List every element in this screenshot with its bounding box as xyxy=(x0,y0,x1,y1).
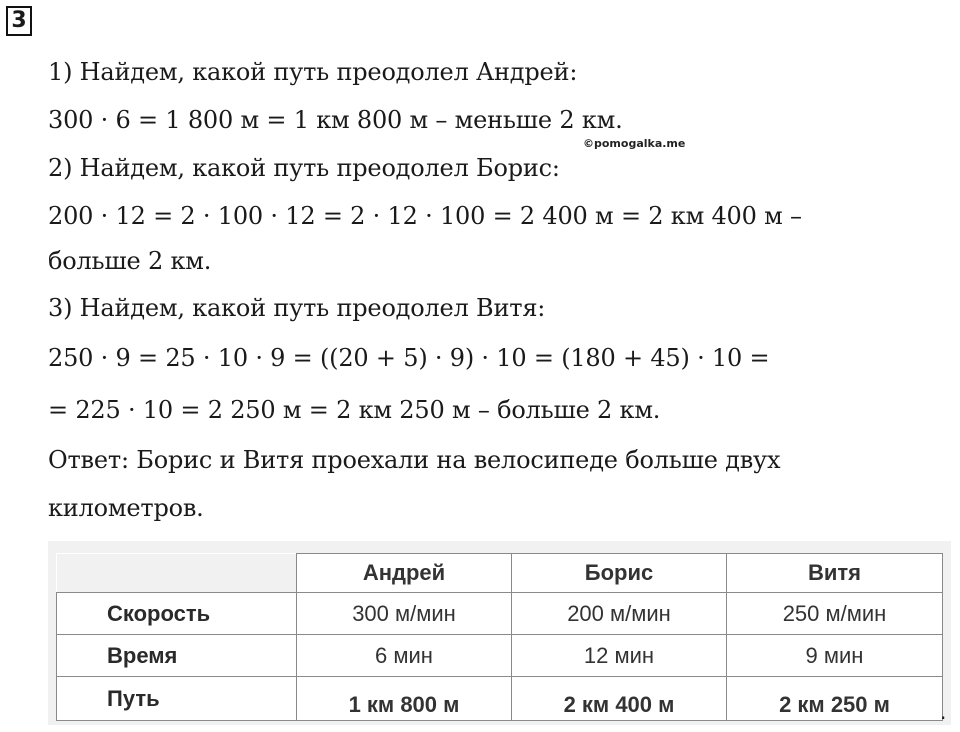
table-cell: 200 м/мин xyxy=(512,593,727,635)
table-header-row xyxy=(57,554,943,593)
table-cell: 12 мин xyxy=(512,635,727,677)
solution-line-2: 300 · 6 = 1 800 м = 1 км 800 м – меньше 2 км. xyxy=(48,106,623,134)
row-label-speed: Скорость xyxy=(57,593,297,635)
row-label-distance: Путь xyxy=(57,677,297,721)
column-header-andrey: Андрей xyxy=(297,554,512,593)
answer-line-1: Ответ: Борис и Витя проехали на велосипеде больше двух xyxy=(48,446,781,474)
row-label-time: Время xyxy=(57,635,297,677)
table-cell: 2 км 400 м xyxy=(512,677,727,721)
table-cell: 2 км 250 м xyxy=(727,677,943,721)
solution-line-3: 2) Найдем, какой путь преодолел Борис: xyxy=(48,154,560,182)
table-row-speed xyxy=(57,593,943,635)
solution-line-7: 250 · 9 = 25 · 10 · 9 = ((20 + 5) · 9) · 10 = (180 + 45) · 10 = xyxy=(48,344,770,372)
table-cell: 9 мин xyxy=(727,635,943,677)
table-cell: 300 м/мин xyxy=(297,593,512,635)
solution-line-8: = 225 · 10 = 2 250 м = 2 км 250 м – больше 2 км. xyxy=(48,396,661,424)
watermark: ©pomogalka.me xyxy=(583,137,686,150)
column-header-boris: Борис xyxy=(512,554,727,593)
solution-line-6: 3) Найдем, какой путь преодолел Витя: xyxy=(48,294,546,322)
column-header-vitya: Витя xyxy=(727,554,943,593)
table-cell: 250 м/мин xyxy=(727,593,943,635)
table-row-distance xyxy=(57,677,943,721)
table-corner-cell xyxy=(57,554,297,593)
solution-line-1: 1) Найдем, какой путь преодолел Андрей: xyxy=(48,58,578,86)
summary-table-panel xyxy=(48,541,951,725)
table-cell: 1 км 800 м xyxy=(297,677,512,721)
solution-line-5: больше 2 км. xyxy=(48,247,212,275)
table-row-time xyxy=(57,635,943,677)
answer-line-2: километров. xyxy=(48,494,204,522)
task-number-badge: 3 xyxy=(6,6,32,36)
summary-table xyxy=(56,553,943,721)
table-cell: 6 мин xyxy=(297,635,512,677)
trailing-period: . xyxy=(940,700,947,724)
solution-line-4: 200 · 12 = 2 · 100 · 12 = 2 · 12 · 100 = 2 400 м = 2 км 400 м – xyxy=(48,202,802,230)
